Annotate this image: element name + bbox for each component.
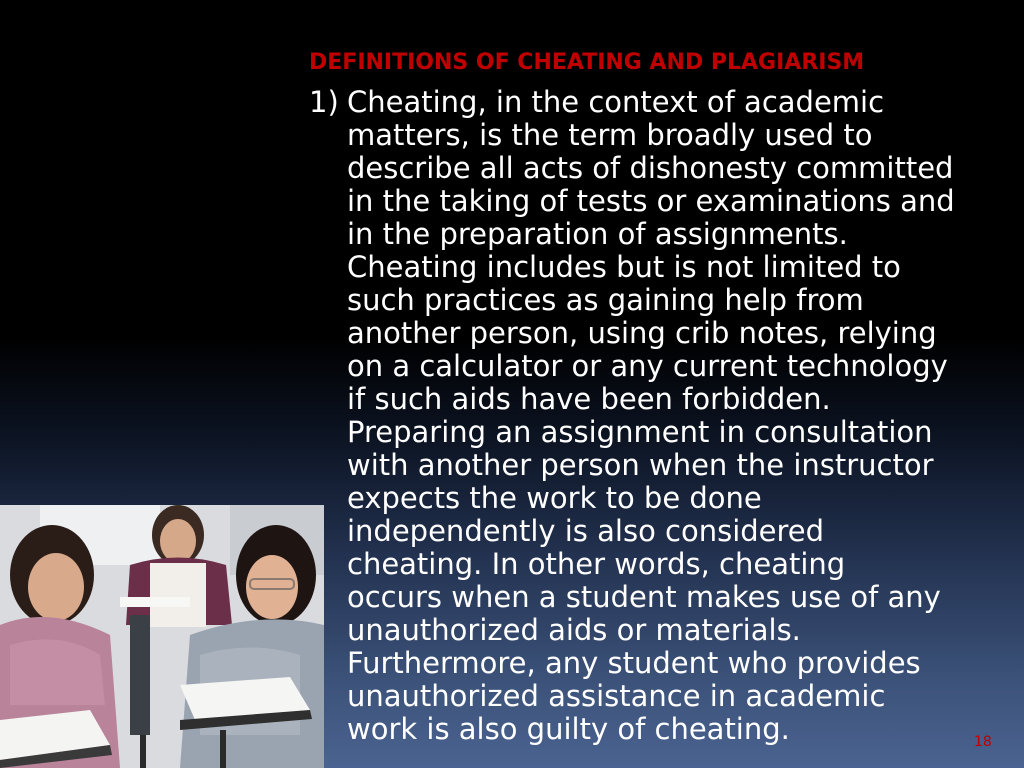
page-number: 18 bbox=[974, 734, 992, 750]
body-line: in the taking of tests or examinations and bbox=[347, 184, 955, 218]
body-line: unauthorized assistance in academic bbox=[347, 679, 886, 713]
body-line: another person, using crib notes, relying bbox=[347, 316, 937, 350]
body-line: in the preparation of assignments. bbox=[347, 217, 848, 251]
body-line: with another person when the instructor bbox=[347, 448, 934, 482]
students-exam-photo bbox=[0, 505, 324, 768]
body-line: Cheating, in the context of academic bbox=[347, 85, 885, 119]
body-line: expects the work to be done bbox=[347, 481, 762, 515]
item-text bbox=[347, 86, 1017, 746]
numbered-item-1 bbox=[309, 86, 1017, 746]
body-line: occurs when a student makes use of any bbox=[347, 580, 941, 614]
body-line: if such aids have been forbidden. bbox=[347, 382, 831, 416]
body-line: independently is also considered bbox=[347, 514, 825, 548]
body-line: on a calculator or any current technology bbox=[347, 349, 948, 383]
body-line: describe all acts of dishonesty committed bbox=[347, 151, 954, 185]
body-line: such practices as gaining help from bbox=[347, 283, 864, 317]
body-line: matters, is the term broadly used to bbox=[347, 118, 873, 152]
item-number: 1) bbox=[309, 85, 339, 119]
body-line: unauthorized aids or materials. bbox=[347, 613, 801, 647]
slide-title: DEFINITIONS OF CHEATING AND PLAGIARISM bbox=[309, 50, 865, 75]
body-line: work is also guilty of cheating. bbox=[347, 712, 790, 746]
body-line: Cheating includes but is not limited to bbox=[347, 250, 901, 284]
body-line: Preparing an assignment in consultation bbox=[347, 415, 933, 449]
definition-body bbox=[309, 86, 1017, 746]
body-line: cheating. In other words, cheating bbox=[347, 547, 846, 581]
body-line: Furthermore, any student who provides bbox=[347, 646, 921, 680]
